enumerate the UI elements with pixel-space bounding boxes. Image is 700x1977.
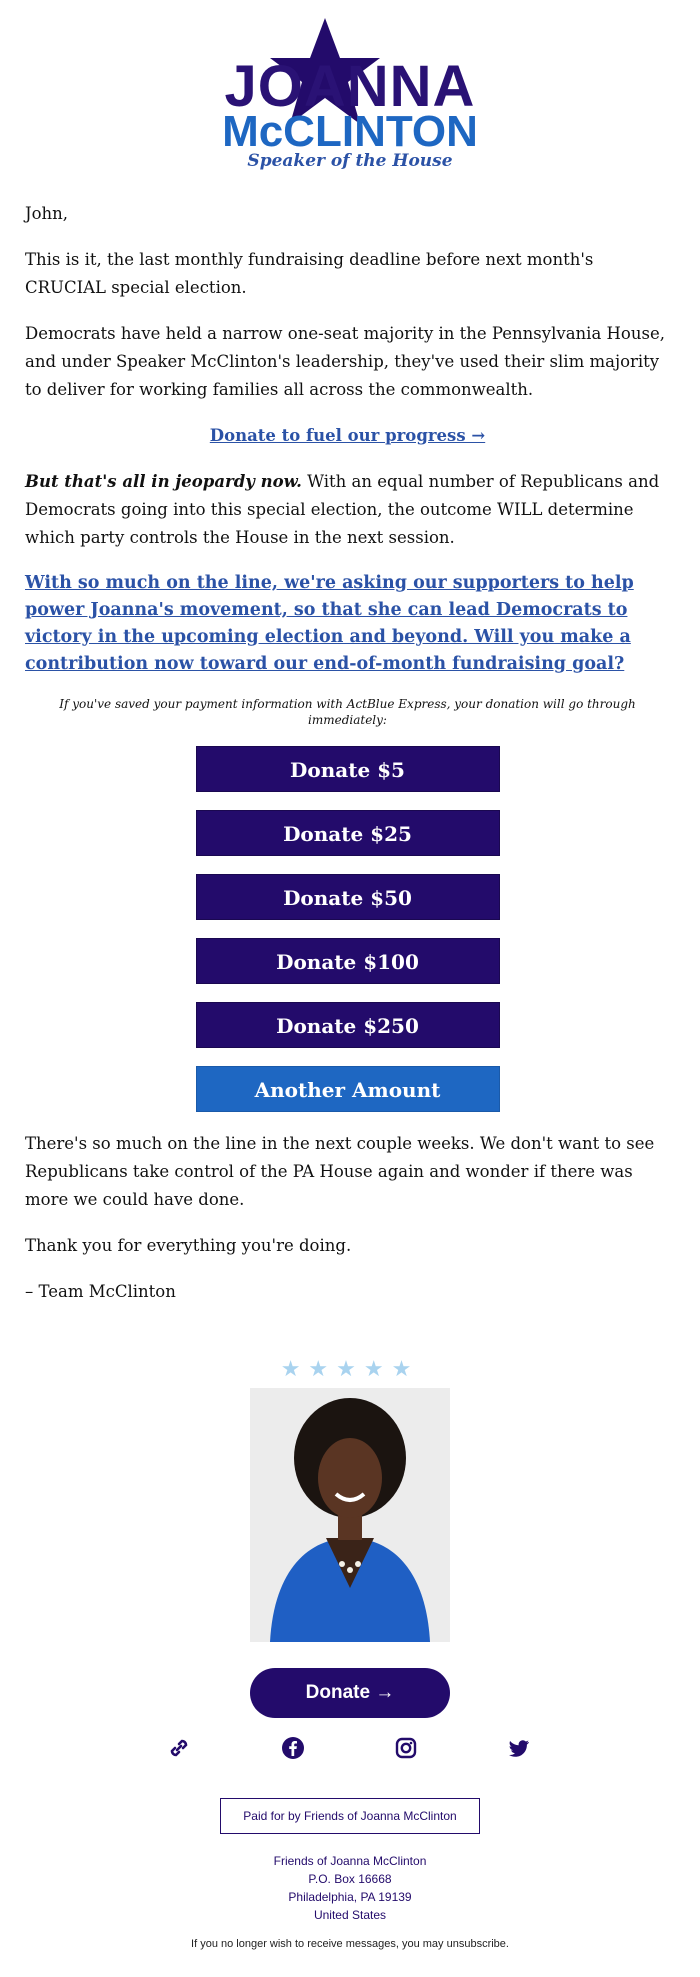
link-icon[interactable] (166, 1735, 192, 1761)
logo-last-name: McCLINTON (222, 107, 478, 156)
paragraph-intro: This is it, the last monthly fundraising deadline before next month's CRUCIAL special election. (25, 250, 594, 297)
email-body (25, 200, 670, 1324)
address-line-2: P.O. Box 16668 (308, 1872, 392, 1886)
unsubscribe-text[interactable]: If you no longer wish to receive messages, you may unsubscribe. (191, 1938, 509, 1950)
footer-donate-button[interactable]: Donate → (250, 1668, 450, 1718)
address-line-3: Philadelphia, PA 19139 (288, 1890, 412, 1904)
logo-first-name: JOANNA (224, 54, 476, 119)
donate-100-button[interactable]: Donate $100 (196, 938, 500, 984)
signoff: – Team McClinton (25, 1282, 176, 1301)
paragraph-closing: There's so much on the line in the next couple weeks. We don't want to see Republicans take control of the PA House again and wonder if there was more we could have done. (25, 1134, 655, 1209)
mailing-address (0, 1852, 700, 1924)
donate-5-button[interactable]: Donate $5 (196, 746, 500, 792)
donate-50-button[interactable]: Donate $50 (196, 874, 500, 920)
paragraph-jeopardy (25, 468, 670, 552)
star-divider-icon: ★★★★★ (280, 1357, 420, 1382)
logo-tagline: Speaker of the House (247, 151, 453, 171)
donate-link-row (25, 422, 670, 450)
instagram-icon[interactable] (393, 1735, 419, 1761)
greeting: John, (25, 204, 69, 223)
donate-25-button[interactable]: Donate $25 (196, 810, 500, 856)
paid-for-disclaimer: Paid for by Friends of Joanna McClinton (220, 1798, 480, 1834)
ask-paragraph (25, 570, 670, 678)
another-amount-button[interactable]: Another Amount (196, 1066, 500, 1112)
contribution-ask-link[interactable]: With so much on the line, we're asking our supporters to help power Joanna's movement, so that she can lead Democrats to victory in the upcoming election and beyond. Will you make a contribution now toward our end-of-month fundraising goal? (25, 573, 634, 674)
campaign-logo (0, 14, 700, 174)
paragraph-majority: Democrats have held a narrow one-seat majority in the Pennsylvania House, and under Speaker McClinton's leadership, they've used their slim majority to deliver for working families all across the commonwealth. (25, 324, 665, 399)
social-links (0, 1735, 700, 1765)
jeopardy-emphasis: But that's all in jeopardy now. (25, 472, 302, 491)
donate-progress-link[interactable]: Donate to fuel our progress → (209, 426, 486, 445)
donate-250-button[interactable]: Donate $250 (196, 1002, 500, 1048)
address-line-4: United States (313, 1908, 387, 1922)
paragraph-thanks: Thank you for everything you're doing. (25, 1236, 352, 1255)
twitter-icon[interactable] (506, 1735, 532, 1761)
facebook-icon[interactable] (280, 1735, 306, 1761)
jeopardy-text: With an equal number of Republicans and Democrats going into this special election, the outcome WILL determine which party controls the House in the next session. (25, 472, 660, 547)
candidate-photo (250, 1388, 450, 1642)
actblue-express-note: If you've saved your payment information with ActBlue Express, your donation will go through immediately: (59, 697, 636, 727)
address-line-1: Friends of Joanna McClinton (273, 1854, 427, 1868)
